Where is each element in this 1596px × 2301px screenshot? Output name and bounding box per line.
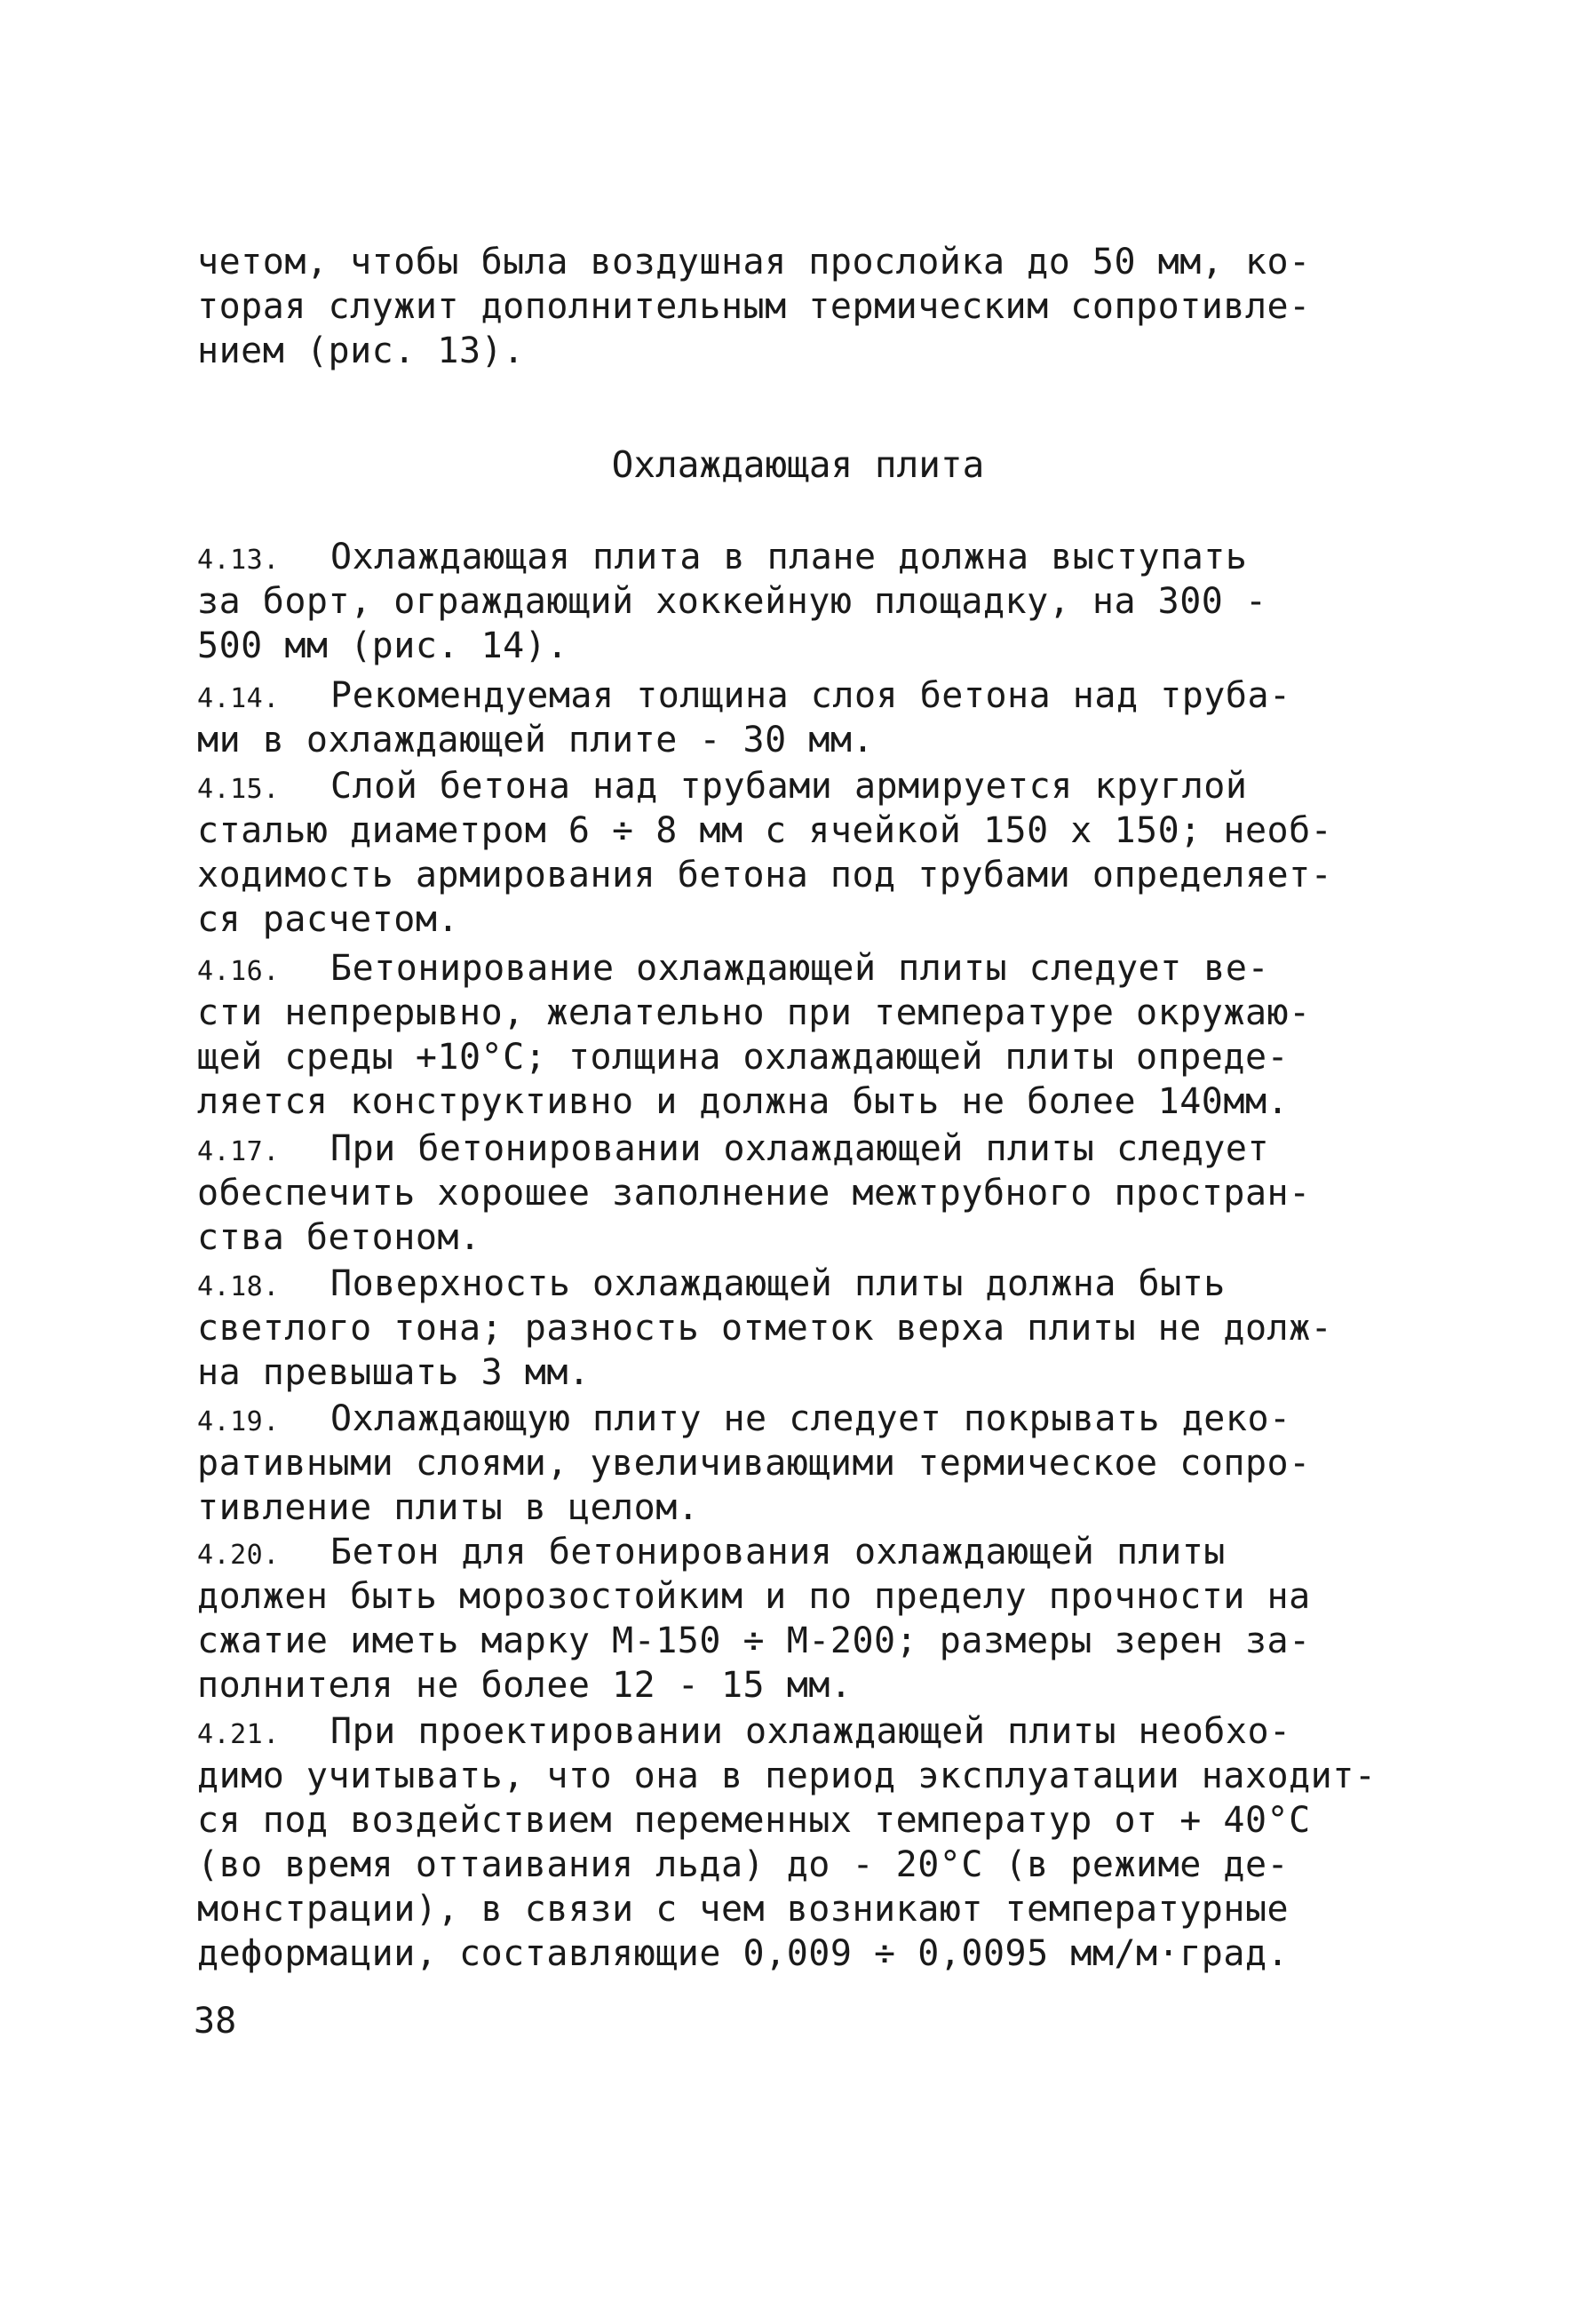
paragraph-line: ся под воздействием переменных температур от + 40°С — [197, 1800, 1311, 1841]
paragraph-line: щей среды +10°С; толщина охлаждающей плиты опреде- — [197, 1037, 1290, 1078]
paragraph-line: 4.18. Поверхность охлаждающей плиты должна быть — [197, 1262, 1423, 1310]
paragraph-number: 4.14. — [197, 683, 280, 714]
paragraph-number: 4.21. — [197, 1719, 280, 1750]
paragraph-line: полнителя не более 12 - 15 мм. — [197, 1665, 853, 1706]
paragraph-line: светлого тона; разность отметок верха плиты не долж- — [197, 1308, 1333, 1349]
paragraph-line: обеспечить хорошее заполнение межтрубного простран- — [197, 1173, 1311, 1214]
paragraph-line: ства бетоном. — [197, 1217, 481, 1258]
paragraph-line: димо учитывать, что она в период эксплуатации находит- — [197, 1756, 1377, 1796]
paragraph-line: 4.21. При проектировании охлаждающей плиты необхо- — [197, 1709, 1423, 1757]
paragraph-line: монстрации), в связи с чем возникают температурные — [197, 1889, 1290, 1930]
paragraph-line: сти непрерывно, желательно при температуре окружаю- — [197, 992, 1311, 1033]
paragraph-line: 4.16. Бетонирование охлаждающей плиты следует ве- — [197, 946, 1423, 994]
intro-line: четом, чтобы была воздушная прослойка до 50 мм, ко- — [197, 242, 1311, 283]
paragraph-line: ходимость армирования бетона под трубами определяет- — [197, 855, 1333, 896]
paragraph-number: 4.18. — [197, 1271, 280, 1302]
paragraph-line: тивление плиты в целом. — [197, 1487, 700, 1528]
paragraph-line: 4.19. Охлаждающую плиту не следует покрывать деко- — [197, 1397, 1423, 1445]
paragraph-number: 4.19. — [197, 1406, 280, 1437]
paragraph-number: 4.20. — [197, 1540, 280, 1571]
page-number: 38 — [194, 2001, 237, 2042]
paragraph-line: ся расчетом. — [197, 899, 459, 940]
paragraph-line: 500 мм (рис. 14). — [197, 625, 568, 666]
paragraph-line: сталью диаметром 6 ÷ 8 мм с ячейкой 150 x 150; необ- — [197, 810, 1333, 851]
paragraph-line: ми в охлаждающей плите - 30 мм. — [197, 720, 875, 760]
paragraph-line: должен быть морозостойким и по пределу прочности на — [197, 1576, 1311, 1617]
intro-line: торая служит дополнительным термическим сопротивле- — [197, 286, 1311, 327]
paragraph-line: сжатие иметь марку М-150 ÷ М-200; размеры зерен за- — [197, 1620, 1311, 1661]
paragraph-line: за борт, ограждающий хоккейную площадку, на 300 - — [197, 581, 1267, 622]
paragraph-number: 4.15. — [197, 774, 280, 805]
paragraph-line: 4.14. Рекомендуемая толщина слоя бетона над труба- — [197, 673, 1423, 721]
intro-line: нием (рис. 13). — [197, 330, 525, 371]
paragraph-number: 4.17. — [197, 1136, 280, 1167]
paragraph-line: 4.20. Бетон для бетонирования охлаждающей плиты — [197, 1530, 1423, 1578]
paragraph-number: 4.16. — [197, 956, 280, 987]
paragraph-line: ративными слоями, увеличивающими термическое сопро- — [197, 1443, 1311, 1484]
paragraph-line: 4.13. Охлаждающая плита в плане должна выступать — [197, 535, 1423, 583]
paragraph-line: ляется конструктивно и должна быть не более 140мм. — [197, 1081, 1290, 1122]
paragraph-line: деформации, составляющие 0,009 ÷ 0,0095 мм/м·град. — [197, 1933, 1290, 1974]
paragraph-line: (во время оттаивания льда) до - 20°С (в режиме де- — [197, 1844, 1290, 1885]
paragraph-line: 4.17. При бетонировании охлаждающей плиты следует — [197, 1127, 1423, 1174]
section-heading: Охлаждающая плита — [611, 443, 985, 486]
paragraph-line: на превышать 3 мм. — [197, 1352, 591, 1393]
paragraph-number: 4.13. — [197, 545, 280, 576]
paragraph-line: 4.15. Слой бетона над трубами армируется круглой — [197, 764, 1423, 812]
